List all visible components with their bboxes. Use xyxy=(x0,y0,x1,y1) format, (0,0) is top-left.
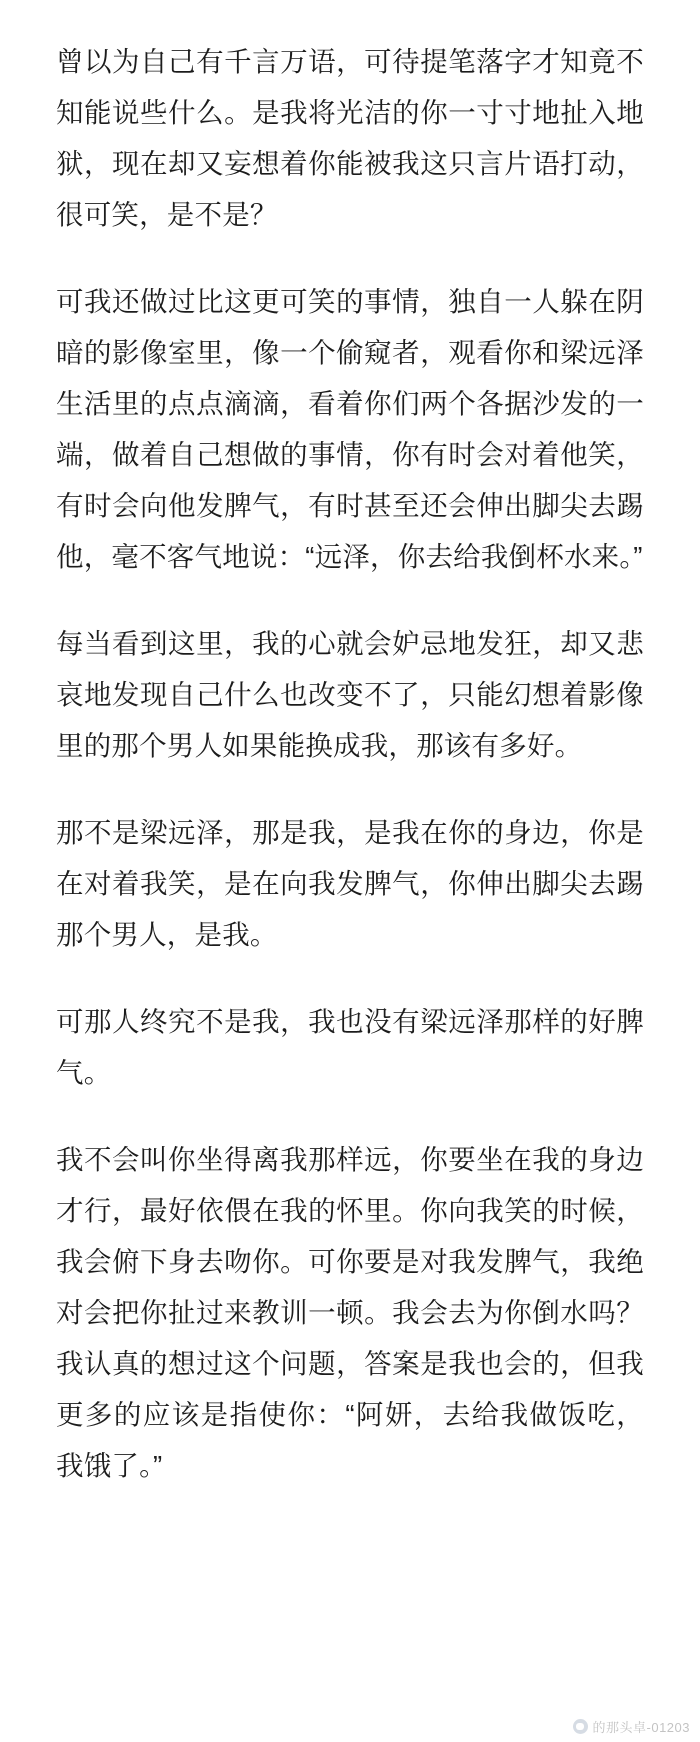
watermark xyxy=(573,1717,690,1736)
watermark-text: 的那头卓-01203 xyxy=(592,1720,690,1735)
paragraph: 每当看到这里，我的心就会妒忌地发狂，却又悲哀地发现自己什么也改变不了，只能幻想着影像里的那个男人如果能换成我，那该有多好。 xyxy=(56,628,644,761)
paragraph: 可那人终究不是我，我也没有梁远泽那样的好脾气。 xyxy=(56,1006,644,1088)
article-body xyxy=(56,36,644,1491)
app-logo-icon xyxy=(573,1719,588,1734)
paragraph: 那不是梁远泽，那是我，是我在你的身边，你是在对着我笑，是在向我发脾气，你伸出脚尖去踢那个男人，是我。 xyxy=(56,817,644,950)
paragraph: 可我还做过比这更可笑的事情，独自一人躲在阴暗的影像室里，像一个偷窥者，观看你和梁远泽生活里的点点滴滴，看着你们两个各据沙发的一端，做着自己想做的事情，你有时会对着他笑，有时会向他发脾气，有时甚至还会伸出脚尖去踢他，毫不客气地说：“远泽，你去给我倒杯水来。” xyxy=(56,286,644,572)
paragraph: 曾以为自己有千言万语，可待提笔落字才知竟不知能说些什么。是我将光洁的你一寸寸地扯入地狱，现在却又妄想着你能被我这只言片语打动，很可笑，是不是？ xyxy=(56,46,644,230)
paragraph: 我不会叫你坐得离我那样远，你要坐在我的身边才行，最好依偎在我的怀里。你向我笑的时候，我会俯下身去吻你。可你要是对我发脾气，我绝对会把你扯过来教训一顿。我会去为你倒水吗？我认真的想过这个问题，答案是我也会的，但我更多的应该是指使你：“阿妍，去给我做饭吃，我饿了。” xyxy=(56,1144,644,1481)
